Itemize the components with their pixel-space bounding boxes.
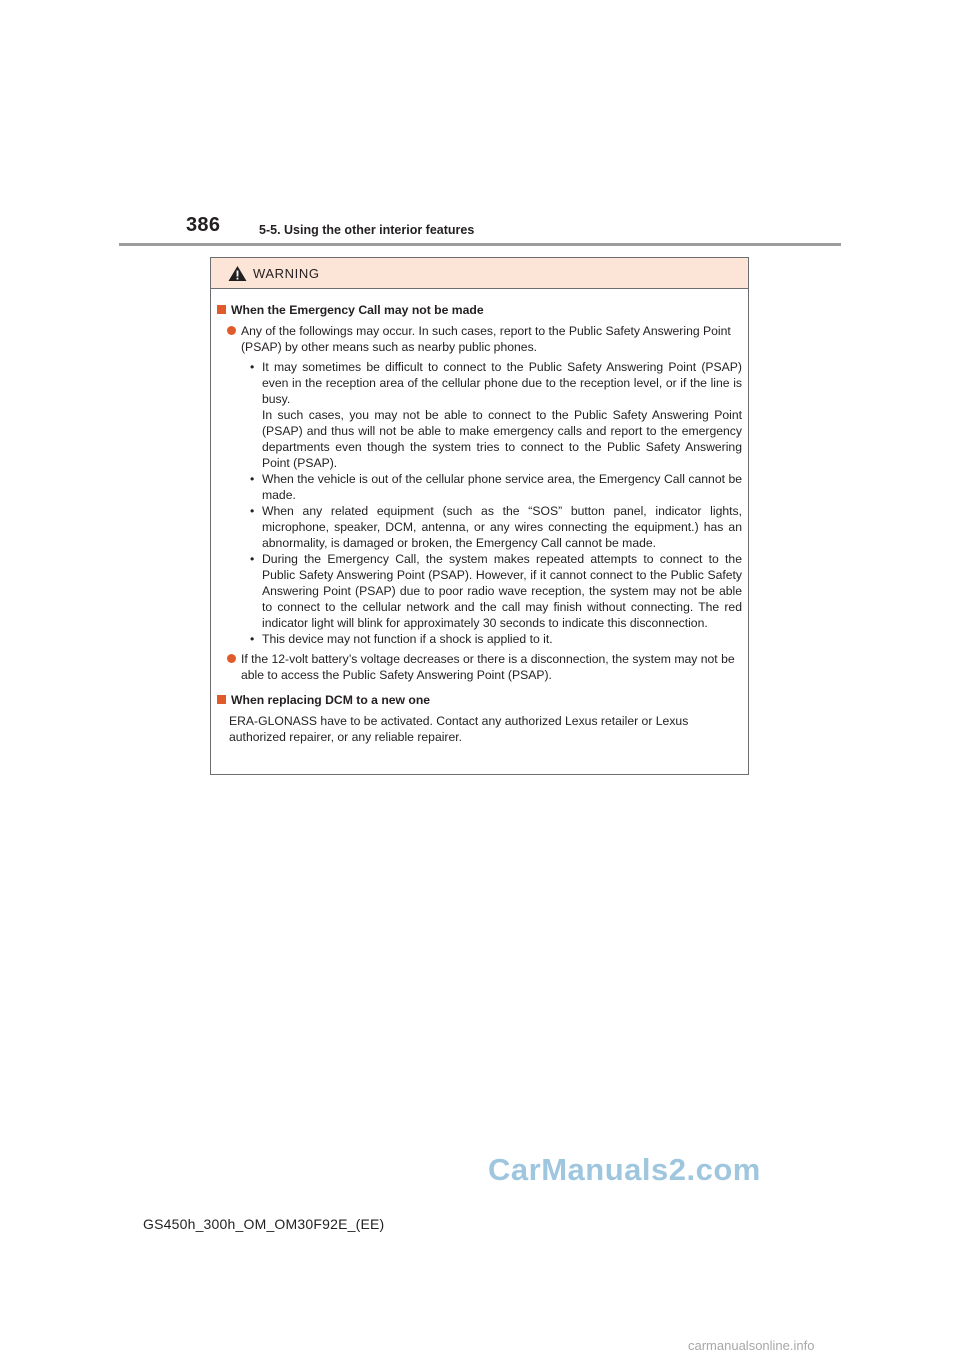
list-item-text: During the Emergency Call, the system makes repeated attempts to connect to the Public Safety Answering Point (PSAP). However, if it cannot connect to the Public Safety Answering Point (PSAP) due to poor radio wave reception, the system may not be able to connect to the cellular network and the call may finish without connecting. The red indicator light will blink for approximately 30 seconds to indicate this disconnection. <box>262 552 742 630</box>
warning-header <box>211 258 748 289</box>
list-item-text: It may sometimes be difficult to connect to the Public Safety Answering Point (PSAP) even in the reception area of the cellular phone due to the reception level, or if the line is busy. <box>262 360 742 406</box>
circle-bullet-icon <box>227 326 236 335</box>
subheading-replacing-dcm <box>217 692 742 708</box>
list-marker: • <box>250 360 255 374</box>
footer-document-code: GS450h_300h_OM_OM30F92E_(EE) <box>143 1216 385 1232</box>
bullet-item <box>217 651 742 683</box>
list-item-continuation: In such cases, you may not be able to connect to the Public Safety Answering Point (PSAP) and thus will not be able to make emergency calls and report to the emergency departments even though the system tries to connect to the Public Safety Answering Point (PSAP). <box>262 408 742 470</box>
list-item <box>244 551 742 631</box>
warning-box <box>210 257 749 775</box>
subheading-emergency-call <box>217 302 742 318</box>
warning-body <box>211 289 748 745</box>
warning-label: WARNING <box>253 265 320 281</box>
paragraph: ERA-GLONASS have to be activated. Contact any authorized Lexus retailer or Lexus authorized repairer, or any reliable repairer. <box>229 714 689 744</box>
square-bullet-icon <box>217 695 226 704</box>
list-item-text: This device may not function if a shock is applied to it. <box>262 632 553 646</box>
square-bullet-icon <box>217 305 226 314</box>
list-item <box>244 631 742 647</box>
list-item <box>244 471 742 503</box>
page-number: 386 <box>186 214 221 236</box>
watermark-secondary: carmanualsonline.info <box>688 1338 815 1353</box>
bullet-text: If the 12-volt battery’s voltage decreases or there is a disconnection, the system may not be able to access the Public Safety Answering Point (PSAP). <box>241 652 735 682</box>
header-rule <box>119 243 841 246</box>
list-marker: • <box>250 552 255 566</box>
list-item-text: When the vehicle is out of the cellular phone service area, the Emergency Call cannot be made. <box>262 472 742 502</box>
bullet-item <box>217 323 742 355</box>
circle-bullet-icon <box>227 654 236 663</box>
subheading-text: When replacing DCM to a new one <box>231 693 431 707</box>
detail-list <box>217 359 742 647</box>
bullet-text: Any of the followings may occur. In such cases, report to the Public Safety Answering Point (PSAP) by other means such as nearby public phones. <box>241 324 731 354</box>
list-item <box>244 503 742 551</box>
list-item-text: When any related equipment (such as the “SOS” button panel, indicator lights, microphone, speaker, DCM, antenna, or any wires connecting the equipment.) has an abnormality, is damaged or broken, the Emergency Call cannot be made. <box>262 504 742 550</box>
subheading-text: When the Emergency Call may not be made <box>231 303 484 317</box>
section-title: 5-5. Using the other interior features <box>259 223 475 237</box>
list-marker: • <box>250 504 255 518</box>
list-item <box>244 359 742 407</box>
list-marker: • <box>250 472 255 486</box>
list-marker: • <box>250 632 255 646</box>
watermark-logo: CarManuals2.com <box>488 1152 761 1187</box>
warning-triangle-icon <box>228 265 247 282</box>
